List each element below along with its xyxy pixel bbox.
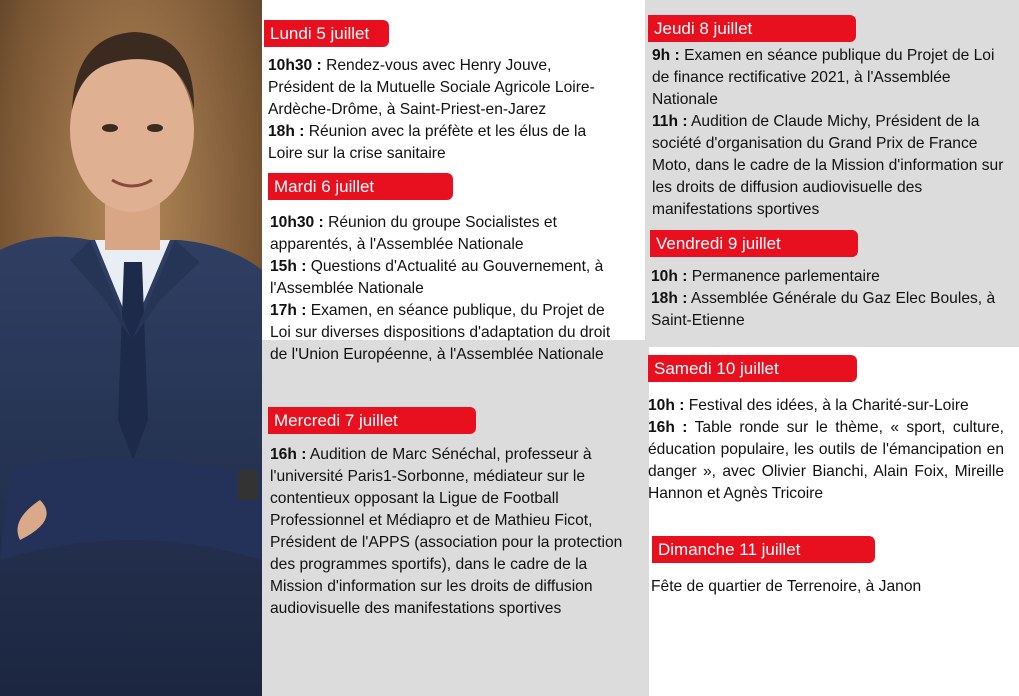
list-item: 9h : Examen en séance publique du Projet de Loi de finance rectificative 2021, à l'Assemblée Nationale [652,47,995,108]
day-header-dimanche: Dimanche 11 juillet [652,536,875,563]
list-item: 10h : Permanence parlementaire [651,268,880,285]
day-content-mercredi [270,444,630,620]
day-header-jeudi: Jeudi 8 juillet [648,15,856,42]
list-item: 10h30 : Réunion du groupe Socialistes et apparentés, à l'Assemblée Nationale [270,214,557,253]
list-item: 17h : Examen, en séance publique, du Projet de Loi sur diverses dispositions d'adaptation du droit de l'Union Européenne, à l'Assemblée Nationale [270,302,611,363]
day-header-mardi: Mardi 6 juillet [268,173,453,200]
list-item: 16h : Table ronde sur le thème, « sport, culture, éducation populaire, les outils de l'émancipation en danger », avec Olivier Bianchi, Alain Foix, Mireille Hannon et Agnès Tricoire [648,419,1004,502]
day-header-vendredi: Vendredi 9 juillet [650,230,858,257]
list-item: Fête de quartier de Terrenoire, à Janon [651,578,922,595]
portrait-photo [0,0,262,696]
day-content-lundi [268,55,618,165]
list-item: 18h : Assemblée Générale du Gaz Elec Boules, à Saint-Etienne [651,290,996,329]
day-content-jeudi [652,45,1007,221]
day-content-dimanche [651,576,1006,598]
list-item: 16h : Audition de Marc Sénéchal, professeur à l'université Paris1-Sorbonne, médiateur sur le contentieux opposant la Ligue de Football Professionnel et Médiapro et de Mathieu Ficot, Président de l'APPS (association pour la protection des programmes sportifs), dans le cadre de la Mission d'information sur les droits de diffusion audiovisuelle des manifestations sportives [270,446,623,617]
day-header-samedi: Samedi 10 juillet [648,355,857,382]
list-item: 10h : Festival des idées, à la Charité-sur-Loire [648,397,969,414]
day-content-samedi [648,395,1004,505]
list-item: 18h : Réunion avec la préfète et les élus de la Loire sur la crise sanitaire [268,123,587,162]
list-item: 10h30 : Rendez-vous avec Henry Jouve, Président de la Mutuelle Sociale Agricole Loire-Ardèche-Drôme, à Saint-Priest-en-Jarez [268,57,595,118]
day-header-mercredi: Mercredi 7 juillet [268,407,476,434]
list-item: 11h : Audition de Claude Michy, Président de la société d'organisation du Grand Prix de France Moto, dans le cadre de la Mission d'information sur les droits de diffusion audiovisuelle des manifestations sportives [652,113,1004,218]
list-item: 15h : Questions d'Actualité au Gouvernement, à l'Assemblée Nationale [270,258,604,297]
day-content-mardi [270,212,625,366]
day-header-lundi: Lundi 5 juillet [264,20,389,47]
day-content-vendredi [651,266,1006,332]
